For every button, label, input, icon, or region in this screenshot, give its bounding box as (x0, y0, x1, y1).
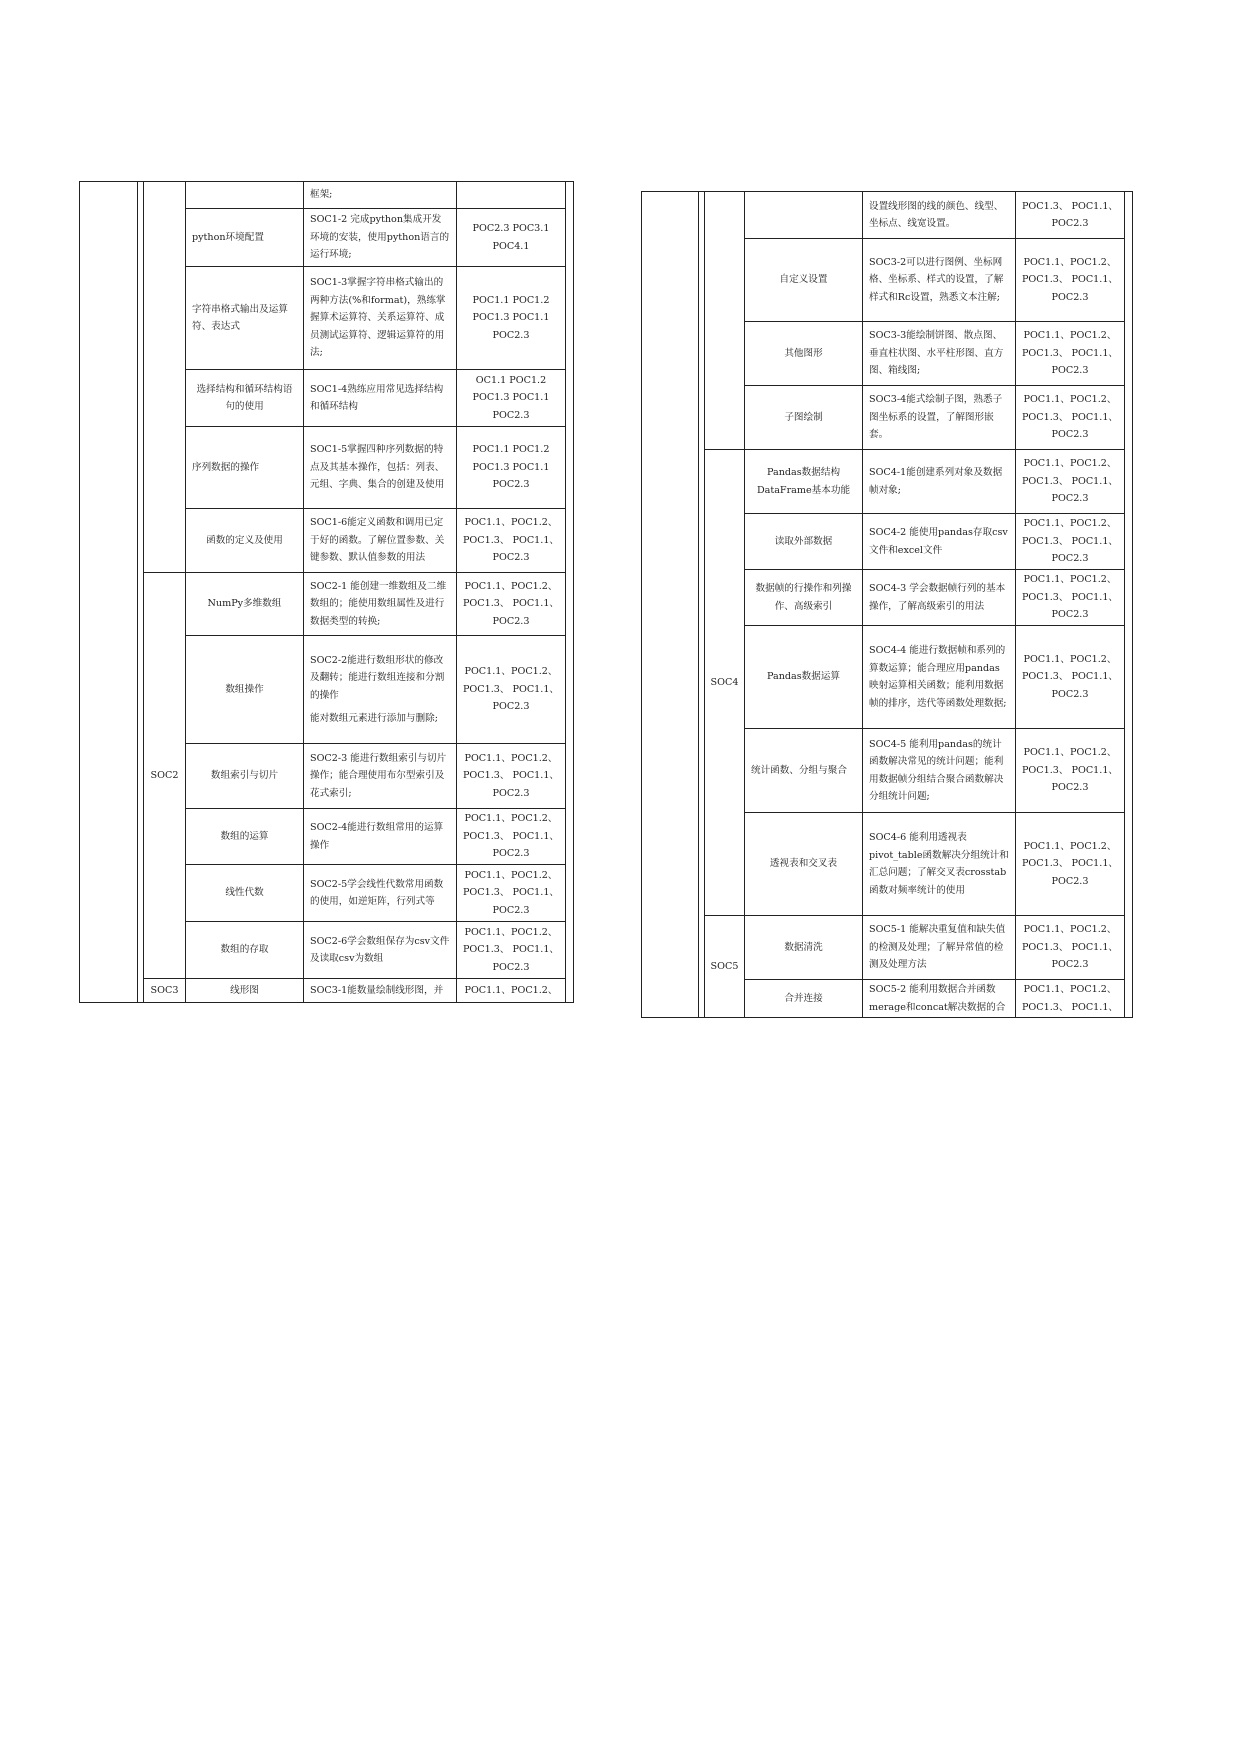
objective-cell (304, 979, 457, 1003)
objective-text: SOC2-2能进行数组形状的修改及翻转；能进行数组连接和分割的操作 (310, 654, 445, 701)
right-table-body (642, 192, 1133, 1018)
topic-cell: 透视表和交叉表 (745, 813, 863, 916)
support-cell: POC1.1、POC1.2、POC1.3、 POC1.1、 (1016, 980, 1125, 1018)
objective-cell (304, 809, 457, 865)
objective-text: SOC4-2 能使用pandas存取csv文件和excel文件 (869, 527, 1008, 556)
support-cell: POC1.1、POC1.2、POC1.3、 POC1.1、POC2.3 (1016, 626, 1125, 729)
group-label-cell: SOC2 (144, 573, 186, 979)
support-cell: POC1.1、POC1.2、POC1.3、 POC1.1、POC2.3 (1016, 239, 1125, 322)
objective-text: SOC4-1能创建系列对象及数据帧对象; (869, 467, 1003, 496)
group-label-cell: SOC3 (144, 979, 186, 1003)
support-cell: POC1.1、POC1.2、POC1.3、 POC1.1、POC2.3 (457, 809, 566, 865)
support-cell: POC1.1、POC1.2、POC1.3、 POC1.1、POC2.3 (1016, 322, 1125, 386)
objective-text: SOC1-6能定义函数和调用已定于好的函数。了解位置参数、关键参数、默认值参数的用法 (310, 517, 445, 564)
table-row (80, 573, 574, 636)
table-row (80, 979, 574, 1003)
support-cell: POC1.1、POC1.2、 (457, 979, 566, 1003)
topic-cell (745, 192, 863, 239)
objective-text: SOC4-4 能进行数据帧和系列的算数运算；能合理应用pandas映射运算相关函数；能利用数据帧的排序，迭代等函数处理数据; (869, 645, 1007, 709)
objective-cell (304, 427, 457, 509)
topic-cell: 读取外部数据 (745, 514, 863, 570)
table-row (80, 182, 574, 209)
objective-text: SOC2-1 能创建一维数组及二维数组的；能使用数组属性及进行数据类型的转换; (310, 580, 447, 627)
topic-cell: 数据清洗 (745, 916, 863, 980)
left-table (79, 181, 574, 1003)
outer-blank-cell (566, 182, 574, 1003)
topic-cell: 数组的运算 (186, 809, 304, 865)
topic-cell: 数组的存取 (186, 922, 304, 979)
support-cell: POC1.1、POC1.2、POC1.3、 POC1.1、POC2.3 (457, 922, 566, 979)
support-cell: POC1.1、POC1.2、POC1.3、 POC1.1、POC2.3 (457, 573, 566, 636)
table-row (642, 450, 1133, 514)
support-cell: POC1.1、POC1.2、POC1.3、 POC1.1、POC2.3 (1016, 450, 1125, 514)
objective-cell (304, 370, 457, 427)
objective-cell (863, 450, 1016, 514)
objective-cell (863, 514, 1016, 570)
outer-blank-cell (642, 192, 699, 1018)
support-cell: POC2.3 POC3.1 POC4.1 (457, 209, 566, 267)
objective-cell (863, 729, 1016, 813)
objective-text: SOC1-5掌握四种序列数据的特点及其基本操作，包括：列表、元组、字典、集合的创建及使用 (310, 444, 445, 491)
topic-cell: 数组操作 (186, 636, 304, 744)
objective-cell (304, 209, 457, 267)
objective-cell (304, 744, 457, 809)
objective-cell (304, 182, 457, 209)
left-table-body (80, 182, 574, 1003)
topic-cell: 序列数据的操作 (186, 427, 304, 509)
objective-text: SOC2-3 能进行数组索引与切片操作；能合理使用布尔型索引及花式索引; (310, 752, 447, 799)
topic-cell: 字符串格式输出及运算符、表达式 (186, 267, 304, 370)
objective-cell (863, 192, 1016, 239)
objective-cell (304, 267, 457, 370)
objective-text: SOC4-3 学会数据帧行列的基本操作，了解高级索引的用法 (869, 583, 1006, 612)
support-cell: POC1.1、POC1.2、POC1.3、 POC1.1、POC2.3 (457, 744, 566, 809)
support-cell: POC1.1、POC1.2、POC1.3、 POC1.1、POC2.3 (1016, 570, 1125, 626)
topic-cell: 数组索引与切片 (186, 744, 304, 809)
objective-cell (863, 813, 1016, 916)
topic-cell: python环境配置 (186, 209, 304, 267)
objective-text: SOC3-2可以进行图例、坐标网格、坐标系、样式的设置，了解样式和Rc设置，熟悉文本注解; (869, 256, 1004, 303)
objective-cell (304, 865, 457, 922)
support-cell: POC1.1、POC1.2、POC1.3、 POC1.1、POC2.3 (1016, 386, 1125, 450)
topic-cell: 线性代数 (186, 865, 304, 922)
support-cell: OC1.1 POC1.2 POC1.3 POC1.1 POC2.3 (457, 370, 566, 427)
objective-text: SOC2-4能进行数组常用的运算操作 (310, 822, 444, 851)
support-cell: POC1.1、POC1.2、POC1.3、 POC1.1、POC2.3 (1016, 514, 1125, 570)
objective-text: 能对数组元素进行添加与删除; (310, 713, 438, 724)
objective-text: SOC5-1 能解决重复值和缺失值的检测及处理；了解异常值的检测及处理方法 (869, 924, 1006, 971)
objective-cell (304, 573, 457, 636)
topic-cell: Pandas数据结构DataFrame基本功能 (745, 450, 863, 514)
table-row (642, 192, 1133, 239)
topic-cell: NumPy多维数组 (186, 573, 304, 636)
objective-cell (863, 916, 1016, 980)
support-cell: POC1.3、 POC1.1、POC2.3 (1016, 192, 1125, 239)
support-cell: POC1.1、POC1.2、POC1.3、 POC1.1、POC2.3 (1016, 813, 1125, 916)
objective-cell (863, 980, 1016, 1018)
objective-text: SOC1-4熟练应用常见选择结构和循环结构 (310, 383, 444, 412)
objective-text: SOC2-5学会线性代数常用函数的使用，如逆矩阵，行列式等 (310, 878, 444, 907)
support-cell (457, 182, 566, 209)
group-label-cell (144, 182, 186, 573)
objective-cell (863, 239, 1016, 322)
topic-cell: 线形图 (186, 979, 304, 1003)
support-cell: POC1.1、POC1.2、POC1.3、 POC1.1、POC2.3 (457, 509, 566, 573)
topic-cell: 其他图形 (745, 322, 863, 386)
objective-cell (863, 386, 1016, 450)
topic-cell: 统计函数、分组与聚合 (745, 729, 863, 813)
objective-text: SOC4-5 能利用pandas的统计函数解决常见的统计问题；能利用数据帧分组结合聚合函数解决分组统计问题; (869, 738, 1004, 802)
objective-text: SOC3-3能绘制饼图、散点图、垂直柱状图、水平柱形图、直方图、箱线图; (869, 330, 1004, 377)
outer-blank-cell (80, 182, 138, 1003)
objective-text: 设置线形图的线的颜色、线型、坐标点、线宽设置。 (869, 200, 1004, 229)
topic-cell: 数据帧的行操作和列操作、高级索引 (745, 570, 863, 626)
objective-text: SOC3-1能数量绘制线形图，并 (310, 984, 444, 996)
objective-cell (863, 570, 1016, 626)
table-row (642, 916, 1133, 980)
topic-cell (186, 182, 304, 209)
objective-text: SOC1-3掌握字符串格式输出的两种方法(%和format)，熟练掌握算术运算符、关系运算符、成员测试运算符、逻辑运算符的用法; (310, 277, 446, 359)
topic-cell: 子图绘制 (745, 386, 863, 450)
support-cell: POC1.1、POC1.2、POC1.3、 POC1.1、POC2.3 (457, 636, 566, 744)
objective-text: SOC3-4能式绘制子图，熟悉子图坐标系的设置，了解图形嵌套。 (869, 394, 1003, 441)
objective-text: SOC5-2 能利用数据合并函数merage和concat解决数据的合 (869, 984, 1006, 1013)
topic-cell: 自定义设置 (745, 239, 863, 322)
topic-cell: 选择结构和循环结构语句的使用 (186, 370, 304, 427)
objective-text: 框架; (310, 189, 333, 201)
topic-cell: 合并连接 (745, 980, 863, 1018)
topic-cell: 函数的定义及使用 (186, 509, 304, 573)
objective-cell (304, 922, 457, 979)
group-label-cell: SOC5 (705, 916, 745, 1018)
objective-text: SOC1-2 完成python集成开发环境的安装，使用python语言的运行环境; (310, 214, 450, 261)
objective-cell (863, 626, 1016, 729)
support-cell: POC1.1、POC1.2、POC1.3、 POC1.1、POC2.3 (457, 865, 566, 922)
objective-text: SOC2-6学会数组保存为csv文件及读取csv为数组 (310, 935, 450, 964)
objective-text: SOC4-6 能利用透视表pivot_table函数解决分组统计和汇总问题；了解交叉表crosstab函数对频率统计的使用 (869, 832, 1009, 896)
topic-cell: Pandas数据运算 (745, 626, 863, 729)
objective-cell (304, 636, 457, 744)
group-label-cell (705, 192, 745, 450)
right-table (641, 191, 1133, 1018)
group-label-cell: SOC4 (705, 450, 745, 916)
support-cell: POC1.1 POC1.2 POC1.3 POC1.1 POC2.3 (457, 267, 566, 370)
objective-cell (304, 509, 457, 573)
support-cell: POC1.1 POC1.2 POC1.3 POC1.1 POC2.3 (457, 427, 566, 509)
support-cell: POC1.1、POC1.2、POC1.3、 POC1.1、POC2.3 (1016, 729, 1125, 813)
support-cell: POC1.1、POC1.2、POC1.3、 POC1.1、POC2.3 (1016, 916, 1125, 980)
objective-cell (863, 322, 1016, 386)
outer-blank-cell (1125, 192, 1133, 1018)
